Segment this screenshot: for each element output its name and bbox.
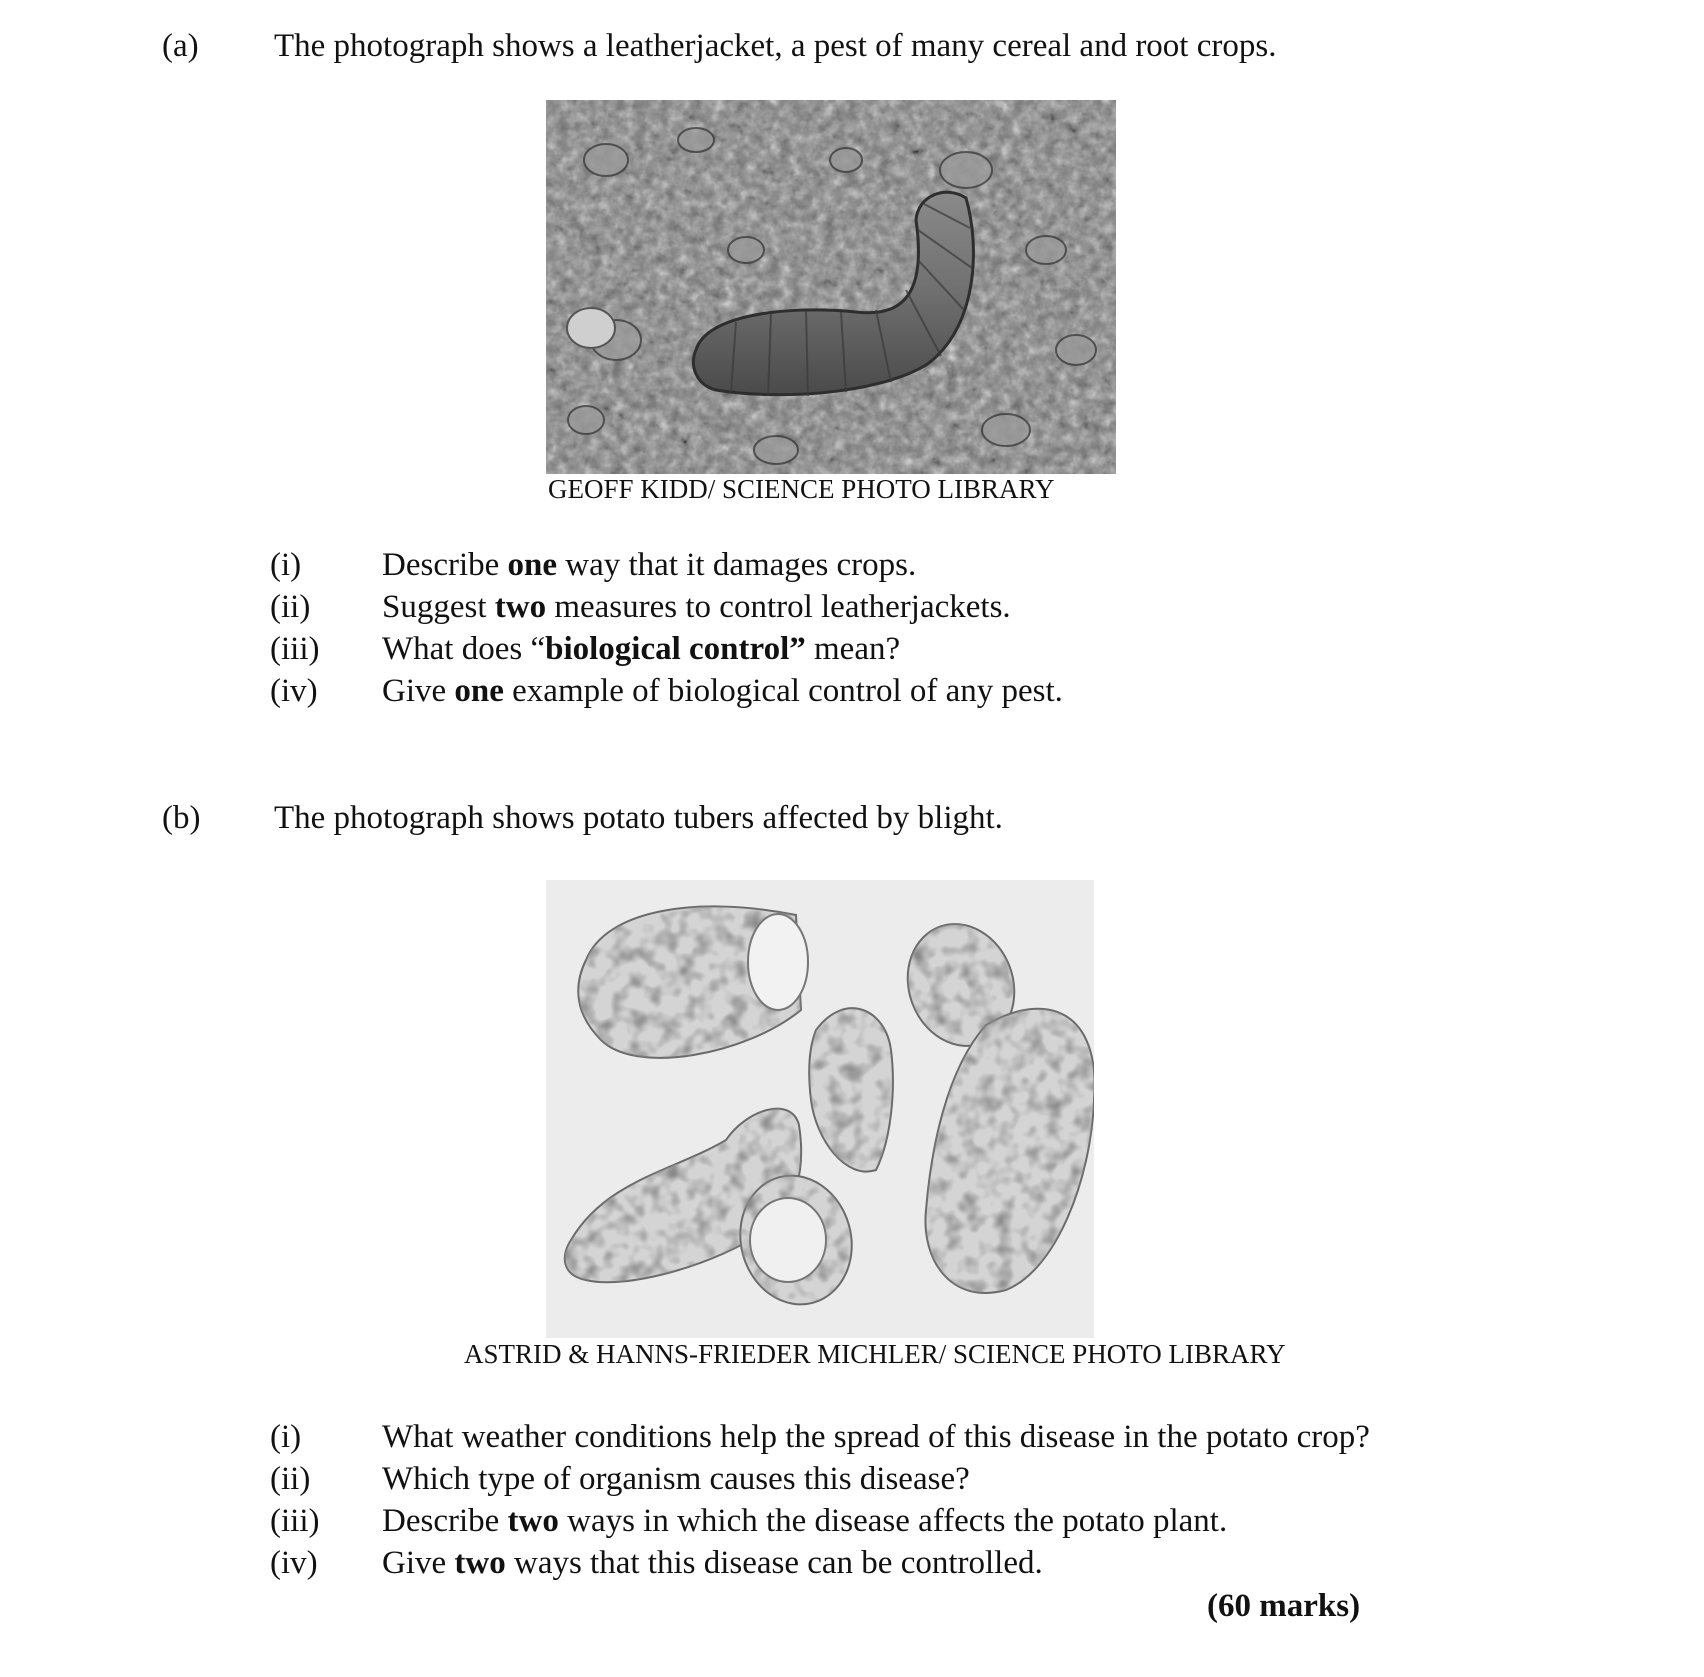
part-a-q3-text: What does “biological control” mean? — [382, 631, 901, 667]
part-a-q4-text: Give one example of biological control of any pest. — [382, 673, 1063, 709]
part-b-q1-number: (i) — [270, 1419, 302, 1455]
part-a-photo-credit: GEOFF KIDD/ SCIENCE PHOTO LIBRARY — [548, 474, 1055, 504]
part-b-intro: The photograph shows potato tubers affected by blight. — [274, 800, 1003, 836]
part-a-label: (a) — [162, 28, 199, 64]
part-a-q3-number: (iii) — [270, 631, 320, 667]
part-b-q3-text: Describe two ways in which the disease affects the potato plant. — [382, 1503, 1228, 1539]
part-a-q2-number: (ii) — [270, 589, 311, 625]
part-b-q4-number: (iv) — [270, 1545, 318, 1581]
part-a-intro: The photograph shows a leatherjacket, a pest of many cereal and root crops. — [274, 28, 1277, 64]
part-a-q1-number: (i) — [270, 547, 302, 583]
part-a-q4-number: (iv) — [270, 673, 318, 709]
part-b-q2-text: Which type of organism causes this disease? — [382, 1461, 970, 1497]
part-b-q4-text: Give two ways that this disease can be controlled. — [382, 1545, 1043, 1581]
part-b-label: (b) — [162, 800, 201, 836]
leatherjacket-photo — [546, 100, 1116, 474]
total-marks: (60 marks) — [1207, 1588, 1361, 1624]
part-a-q1-text: Describe one way that it damages crops. — [382, 547, 917, 583]
part-b-photo-credit: ASTRID & HANNS-FRIEDER MICHLER/ SCIENCE PHOTO LIBRARY — [464, 1339, 1286, 1369]
part-a-q2-text: Suggest two measures to control leatherjackets. — [382, 589, 1011, 625]
part-b-q1-text: What weather conditions help the spread of this disease in the potato crop? — [382, 1419, 1370, 1455]
part-b-q3-number: (iii) — [270, 1503, 320, 1539]
potato-blight-photo — [546, 880, 1094, 1338]
part-b-q2-number: (ii) — [270, 1461, 311, 1497]
